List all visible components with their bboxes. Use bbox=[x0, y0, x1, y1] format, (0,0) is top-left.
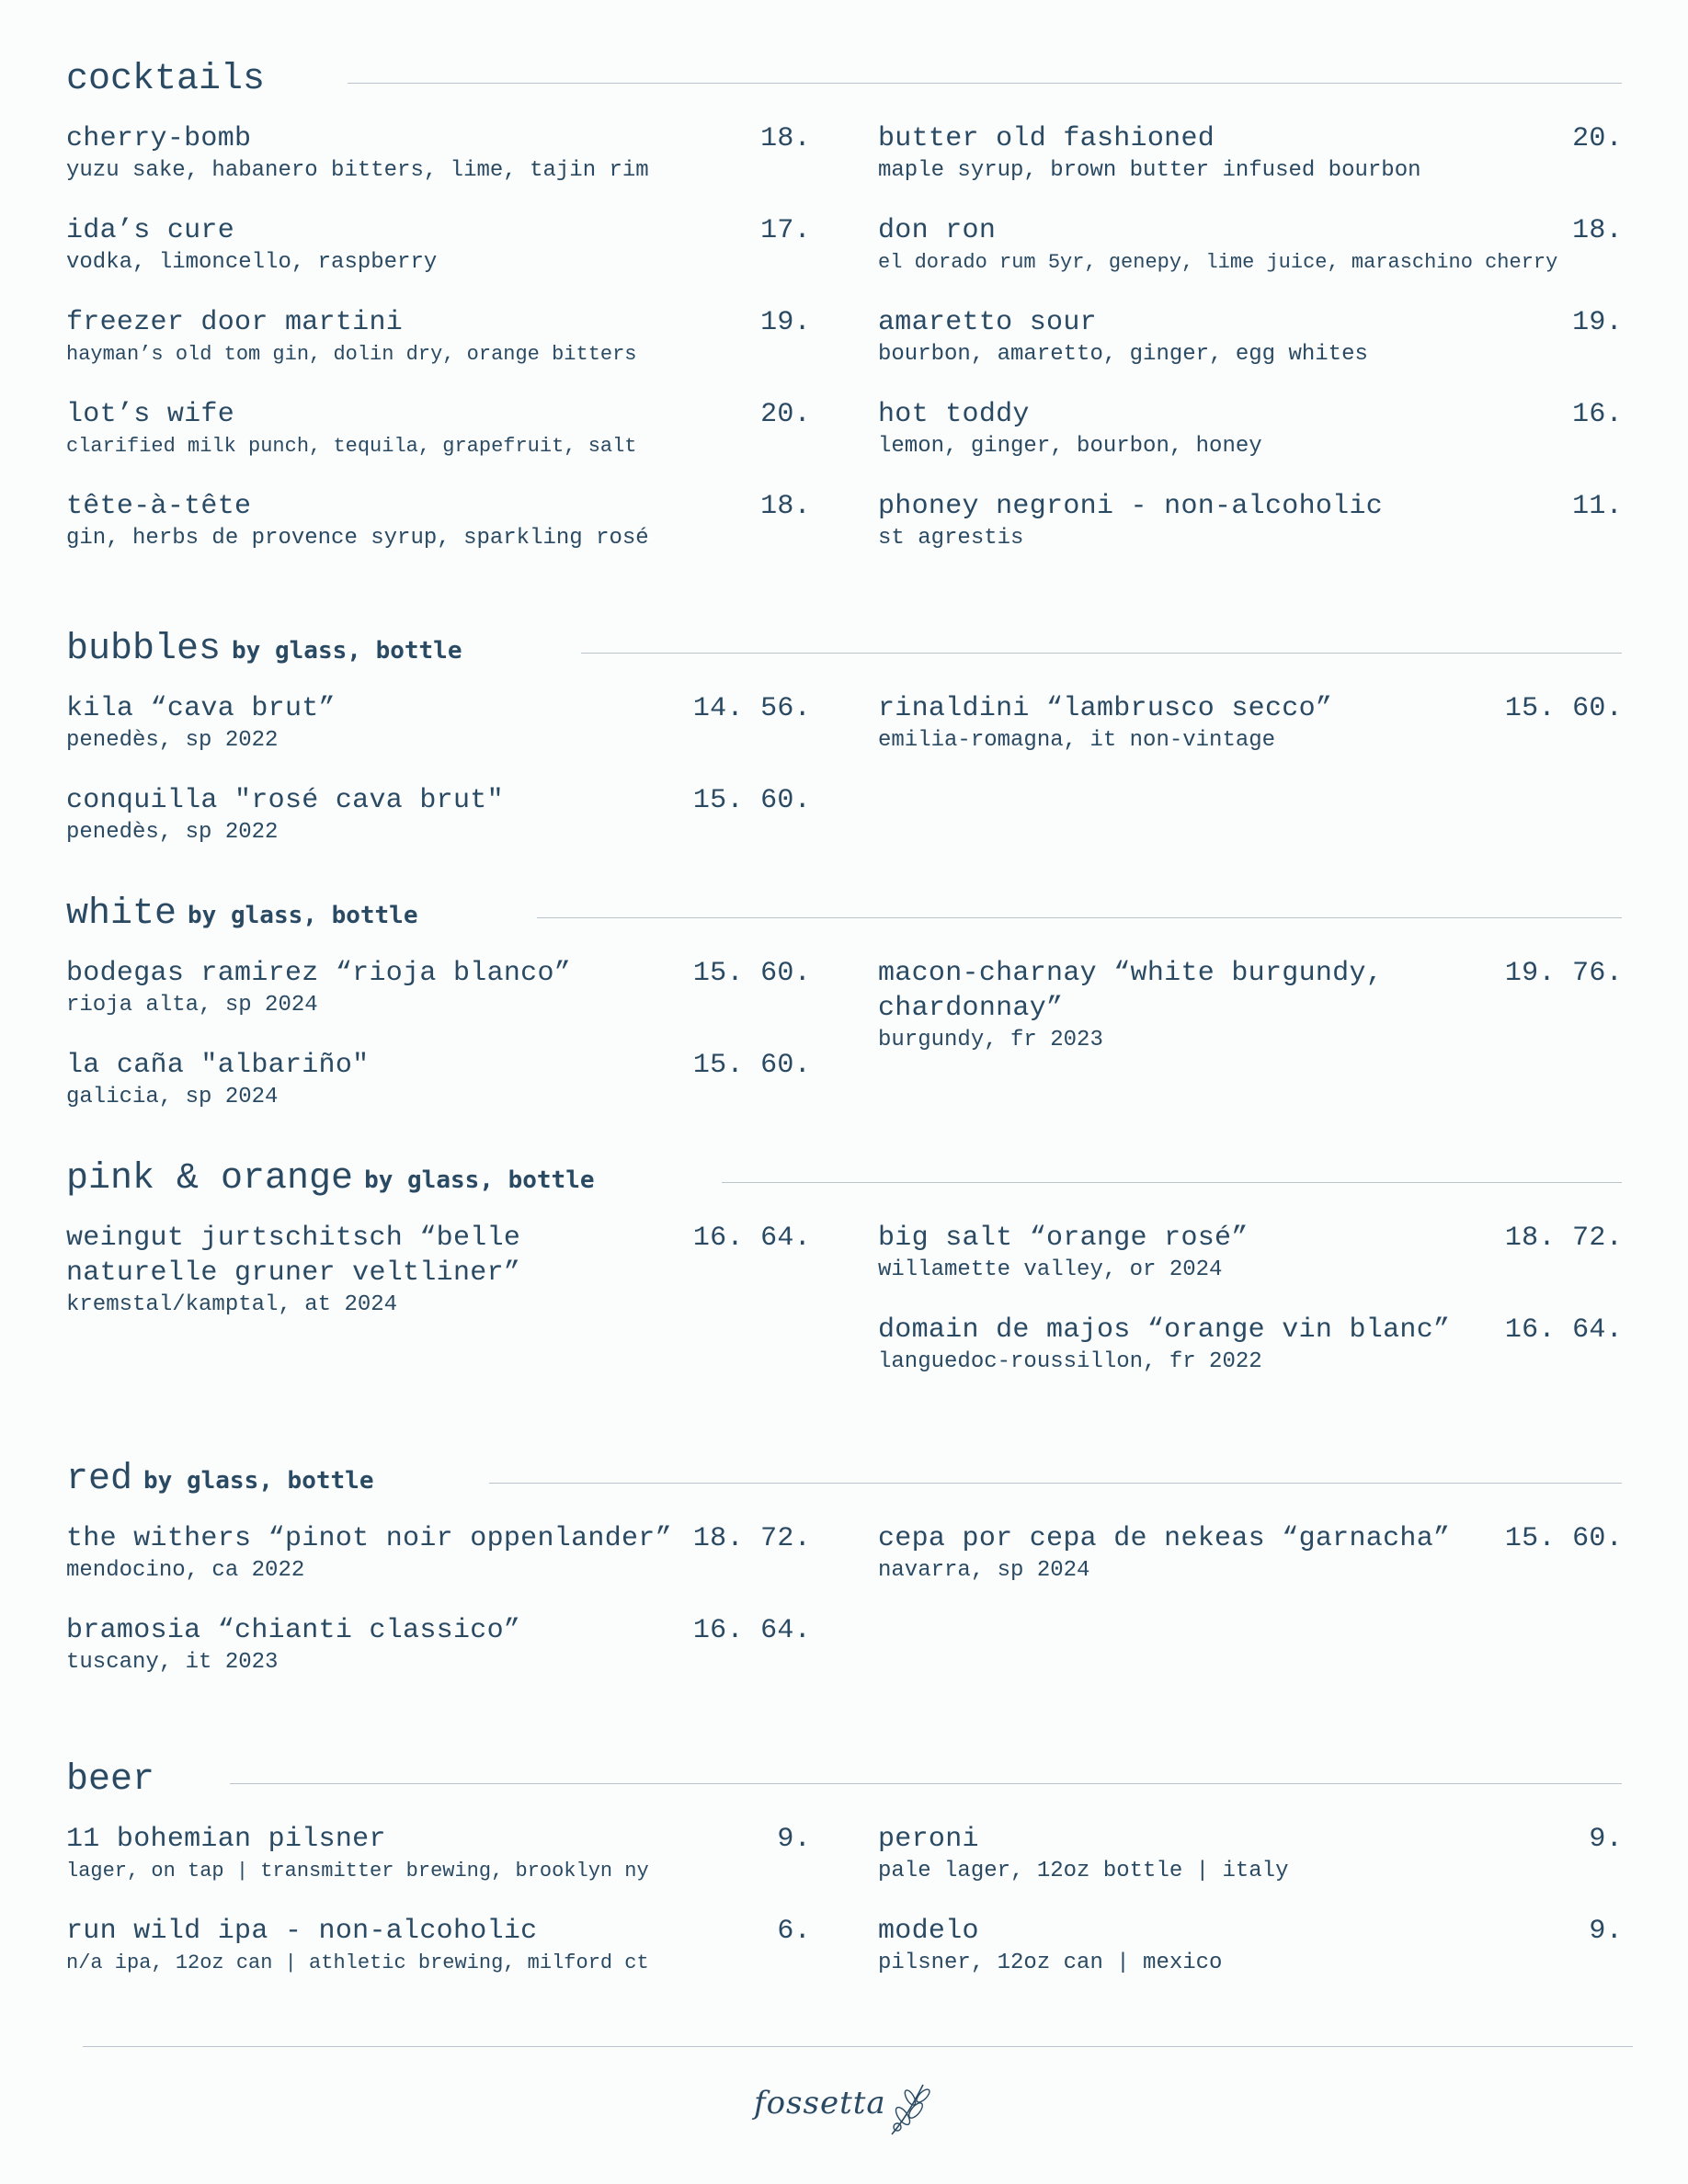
menu-item bbox=[66, 1914, 811, 1978]
menu-item-price: 19. 76. bbox=[1504, 958, 1623, 989]
section-rule bbox=[348, 83, 1622, 84]
menu-item-price: 18. 72. bbox=[1504, 1223, 1623, 1254]
section-pink-orange bbox=[66, 1156, 1623, 1374]
section-bubbles bbox=[66, 627, 1623, 845]
menu-column-right bbox=[878, 121, 1623, 581]
menu-column-right bbox=[878, 1221, 1623, 1405]
section-subtitle: by glass, bottle bbox=[364, 1166, 595, 1194]
section-title-text: white bbox=[66, 893, 177, 935]
menu-item bbox=[878, 1914, 1623, 1978]
section-subtitle: by glass, bottle bbox=[188, 902, 418, 929]
section-title bbox=[66, 1156, 602, 1203]
menu-item-price: 15. 60. bbox=[692, 958, 811, 989]
menu-item-description: el dorado rum 5yr, genepy, lime juice, maraschino cherry bbox=[878, 251, 1558, 274]
menu-item-name: hot toddy bbox=[878, 399, 1030, 430]
menu-item-description: kremstal/kamptal, at 2024 bbox=[66, 1292, 398, 1317]
fossetta-logo bbox=[736, 2068, 956, 2151]
menu-item-description: vodka, limoncello, raspberry bbox=[66, 250, 438, 275]
menu-item-description: st agrestis bbox=[878, 526, 1024, 551]
menu-item-description: navarra, sp 2024 bbox=[878, 1558, 1090, 1583]
menu-column-left bbox=[66, 1221, 811, 1348]
menu-item-name: bodegas ramirez “rioja blanco” bbox=[66, 958, 572, 989]
menu-item-name: cepa por cepa de nekeas “garnacha” bbox=[878, 1523, 1451, 1554]
menu-item-name: big salt “orange rosé” bbox=[878, 1223, 1249, 1254]
menu-item-price: 15. 60. bbox=[692, 785, 811, 816]
menu-item-price: 16. 64. bbox=[692, 1223, 811, 1254]
menu-item-price: 16. 64. bbox=[692, 1615, 811, 1646]
menu-item-price: 18. 72. bbox=[692, 1523, 811, 1554]
section-title-text: beer bbox=[66, 1759, 155, 1801]
menu-item-price: 18. bbox=[760, 123, 811, 154]
section-title bbox=[66, 1757, 162, 1803]
section-rule bbox=[537, 917, 1622, 918]
menu-column-right bbox=[878, 1822, 1623, 2006]
menu-item-name: tête-à-tête bbox=[66, 491, 252, 522]
menu-item bbox=[878, 1313, 1623, 1377]
menu-item-description: galicia, sp 2024 bbox=[66, 1085, 279, 1109]
menu-item bbox=[878, 956, 1623, 1055]
section-header bbox=[66, 1457, 1622, 1512]
menu-item bbox=[66, 1613, 811, 1678]
menu-item-description: willamette valley, or 2024 bbox=[878, 1257, 1223, 1282]
menu-item bbox=[66, 213, 811, 278]
section-title-text: pink & orange bbox=[66, 1158, 354, 1200]
menu-item-name: la caña "albariño" bbox=[66, 1050, 370, 1081]
menu-item-description: pale lager, 12oz bottle | italy bbox=[878, 1859, 1289, 1883]
menu-item-name: butter old fashioned bbox=[878, 123, 1215, 154]
menu-item-description: mendocino, ca 2022 bbox=[66, 1558, 305, 1583]
menu-item-price: 6. bbox=[777, 1916, 811, 1947]
menu-item bbox=[878, 397, 1623, 461]
menu-item bbox=[66, 121, 811, 186]
menu-item-description: n/a ipa, 12oz can | athletic brewing, milford ct bbox=[66, 1951, 649, 1974]
menu-item bbox=[66, 397, 811, 461]
section-header bbox=[66, 57, 1622, 112]
menu-column-left bbox=[66, 1521, 811, 1705]
section-title-text: cocktails bbox=[66, 59, 266, 100]
menu-column-left bbox=[66, 691, 811, 875]
menu-item-price: 9. bbox=[1589, 1916, 1623, 1947]
section-red bbox=[66, 1457, 1623, 1675]
menu-item bbox=[66, 1521, 811, 1586]
menu-item-price: 9. bbox=[777, 1824, 811, 1855]
menu-column-left bbox=[66, 121, 811, 581]
menu-item-price: 17. bbox=[760, 215, 811, 246]
section-title bbox=[66, 1457, 381, 1504]
menu-item-name: lot’s wife bbox=[66, 399, 235, 430]
menu-item-description: lemon, ginger, bourbon, honey bbox=[878, 434, 1262, 459]
menu-item-name: macon-charnay “white burgundy, chardonnay” bbox=[878, 958, 1384, 1024]
menu-item-description: pilsner, 12oz can | mexico bbox=[878, 1951, 1223, 1975]
menu-item-description: gin, herbs de provence syrup, sparkling rosé bbox=[66, 526, 649, 551]
menu-item-name: ida’s cure bbox=[66, 215, 235, 246]
menu-item-price: 14. 56. bbox=[692, 693, 811, 724]
menu-item-price: 15. 60. bbox=[692, 1050, 811, 1081]
section-subtitle: by glass, bottle bbox=[232, 637, 462, 665]
menu-item-description: languedoc-roussillon, fr 2022 bbox=[878, 1349, 1262, 1374]
section-rule bbox=[230, 1783, 1622, 1784]
menu-item bbox=[878, 1822, 1623, 1886]
menu-item-name: peroni bbox=[878, 1824, 979, 1855]
menu-item-description: penedès, sp 2022 bbox=[66, 820, 279, 845]
menu-item-price: 18. bbox=[760, 491, 811, 522]
section-white bbox=[66, 892, 1623, 1109]
menu-item-name: conquilla "rosé cava brut" bbox=[66, 785, 504, 816]
section-subtitle: by glass, bottle bbox=[143, 1467, 374, 1495]
menu-item bbox=[878, 489, 1623, 553]
menu-item-description: clarified milk punch, tequila, grapefruit, salt bbox=[66, 435, 637, 458]
menu-item bbox=[66, 1048, 811, 1112]
menu-item-name: run wild ipa - non-alcoholic bbox=[66, 1916, 538, 1947]
menu-item bbox=[66, 489, 811, 553]
menu-item bbox=[878, 1521, 1623, 1586]
menu-item bbox=[66, 305, 811, 370]
section-title bbox=[66, 627, 469, 674]
menu-item-price: 19. bbox=[760, 307, 811, 338]
menu-item-price: 15. 60. bbox=[1504, 693, 1623, 724]
menu-item-price: 11. bbox=[1572, 491, 1623, 522]
menu-item-description: penedès, sp 2022 bbox=[66, 728, 279, 753]
section-beer bbox=[66, 1757, 1623, 1975]
logo-wordmark: fossetta bbox=[754, 2085, 886, 2121]
menu-item-description: maple syrup, brown butter infused bourbon bbox=[878, 158, 1421, 183]
menu-item-price: 18. bbox=[1572, 215, 1623, 246]
menu-item-name: rinaldini “lambrusco secco” bbox=[878, 693, 1333, 724]
menu-item-name: the withers “pinot noir oppenlander” bbox=[66, 1523, 672, 1554]
menu-item-price: 20. bbox=[760, 399, 811, 430]
menu-column-left bbox=[66, 956, 811, 1140]
section-header bbox=[66, 627, 1622, 682]
menu-item-description: emilia-romagna, it non-vintage bbox=[878, 728, 1276, 753]
section-rule bbox=[581, 653, 1622, 654]
menu-item-name: freezer door martini bbox=[66, 307, 404, 338]
menu-item bbox=[878, 121, 1623, 186]
menu-item-description: rioja alta, sp 2024 bbox=[66, 993, 318, 1018]
menu-item-description: hayman’s old tom gin, dolin dry, orange bitters bbox=[66, 343, 637, 366]
menu-item-name: modelo bbox=[878, 1916, 979, 1947]
menu-item-name: cherry-bomb bbox=[66, 123, 252, 154]
menu-item-name: weingut jurtschitsch “belle naturelle gruner veltliner” bbox=[66, 1223, 521, 1289]
section-title bbox=[66, 57, 272, 103]
section-title-text: bubbles bbox=[66, 629, 222, 670]
menu-item-price: 19. bbox=[1572, 307, 1623, 338]
olive-branch-icon bbox=[883, 2077, 938, 2142]
menu-item bbox=[878, 305, 1623, 370]
section-rule bbox=[722, 1182, 1622, 1183]
menu-item-description: lager, on tap | transmitter brewing, brooklyn ny bbox=[66, 1860, 649, 1883]
section-rule bbox=[489, 1483, 1622, 1484]
section-header bbox=[66, 1757, 1622, 1813]
menu-item bbox=[878, 213, 1623, 278]
menu-item-name: 11 bohemian pilsner bbox=[66, 1824, 386, 1855]
menu-item-price: 20. bbox=[1572, 123, 1623, 154]
menu-item-price: 15. 60. bbox=[1504, 1523, 1623, 1554]
menu-item-price: 16. bbox=[1572, 399, 1623, 430]
section-title-text: red bbox=[66, 1459, 133, 1500]
menu-item-description: tuscany, it 2023 bbox=[66, 1650, 279, 1675]
menu-column-right bbox=[878, 1521, 1623, 1613]
menu-item-description: burgundy, fr 2023 bbox=[878, 1028, 1103, 1052]
menu-item-description: yuzu sake, habanero bitters, lime, tajin rim bbox=[66, 158, 649, 183]
menu-item bbox=[878, 1221, 1623, 1285]
menu-column-right bbox=[878, 691, 1623, 783]
footer-divider bbox=[83, 2046, 1633, 2047]
menu-item-name: amaretto sour bbox=[878, 307, 1097, 338]
section-cocktails bbox=[66, 57, 1623, 551]
menu-item-name: don ron bbox=[878, 215, 997, 246]
menu-item bbox=[66, 956, 811, 1020]
menu-item-name: phoney negroni - non-alcoholic bbox=[878, 491, 1384, 522]
menu-column-left bbox=[66, 1822, 811, 2006]
menu-item-name: domain de majos “orange vin blanc” bbox=[878, 1314, 1451, 1346]
menu-item bbox=[66, 1822, 811, 1886]
menu-item-price: 16. 64. bbox=[1504, 1314, 1623, 1346]
section-header bbox=[66, 892, 1622, 947]
menu-item-name: kila “cava brut” bbox=[66, 693, 336, 724]
menu-item-price: 9. bbox=[1589, 1824, 1623, 1855]
section-header bbox=[66, 1156, 1622, 1211]
section-title bbox=[66, 892, 425, 938]
menu-item-description: bourbon, amaretto, ginger, egg whites bbox=[878, 342, 1368, 367]
menu-item bbox=[878, 691, 1623, 756]
menu-item bbox=[66, 691, 811, 756]
menu-item bbox=[66, 783, 811, 847]
menu-column-right bbox=[878, 956, 1623, 1083]
menu-item-name: bramosia “chianti classico” bbox=[66, 1615, 521, 1646]
menu-item bbox=[66, 1221, 811, 1320]
